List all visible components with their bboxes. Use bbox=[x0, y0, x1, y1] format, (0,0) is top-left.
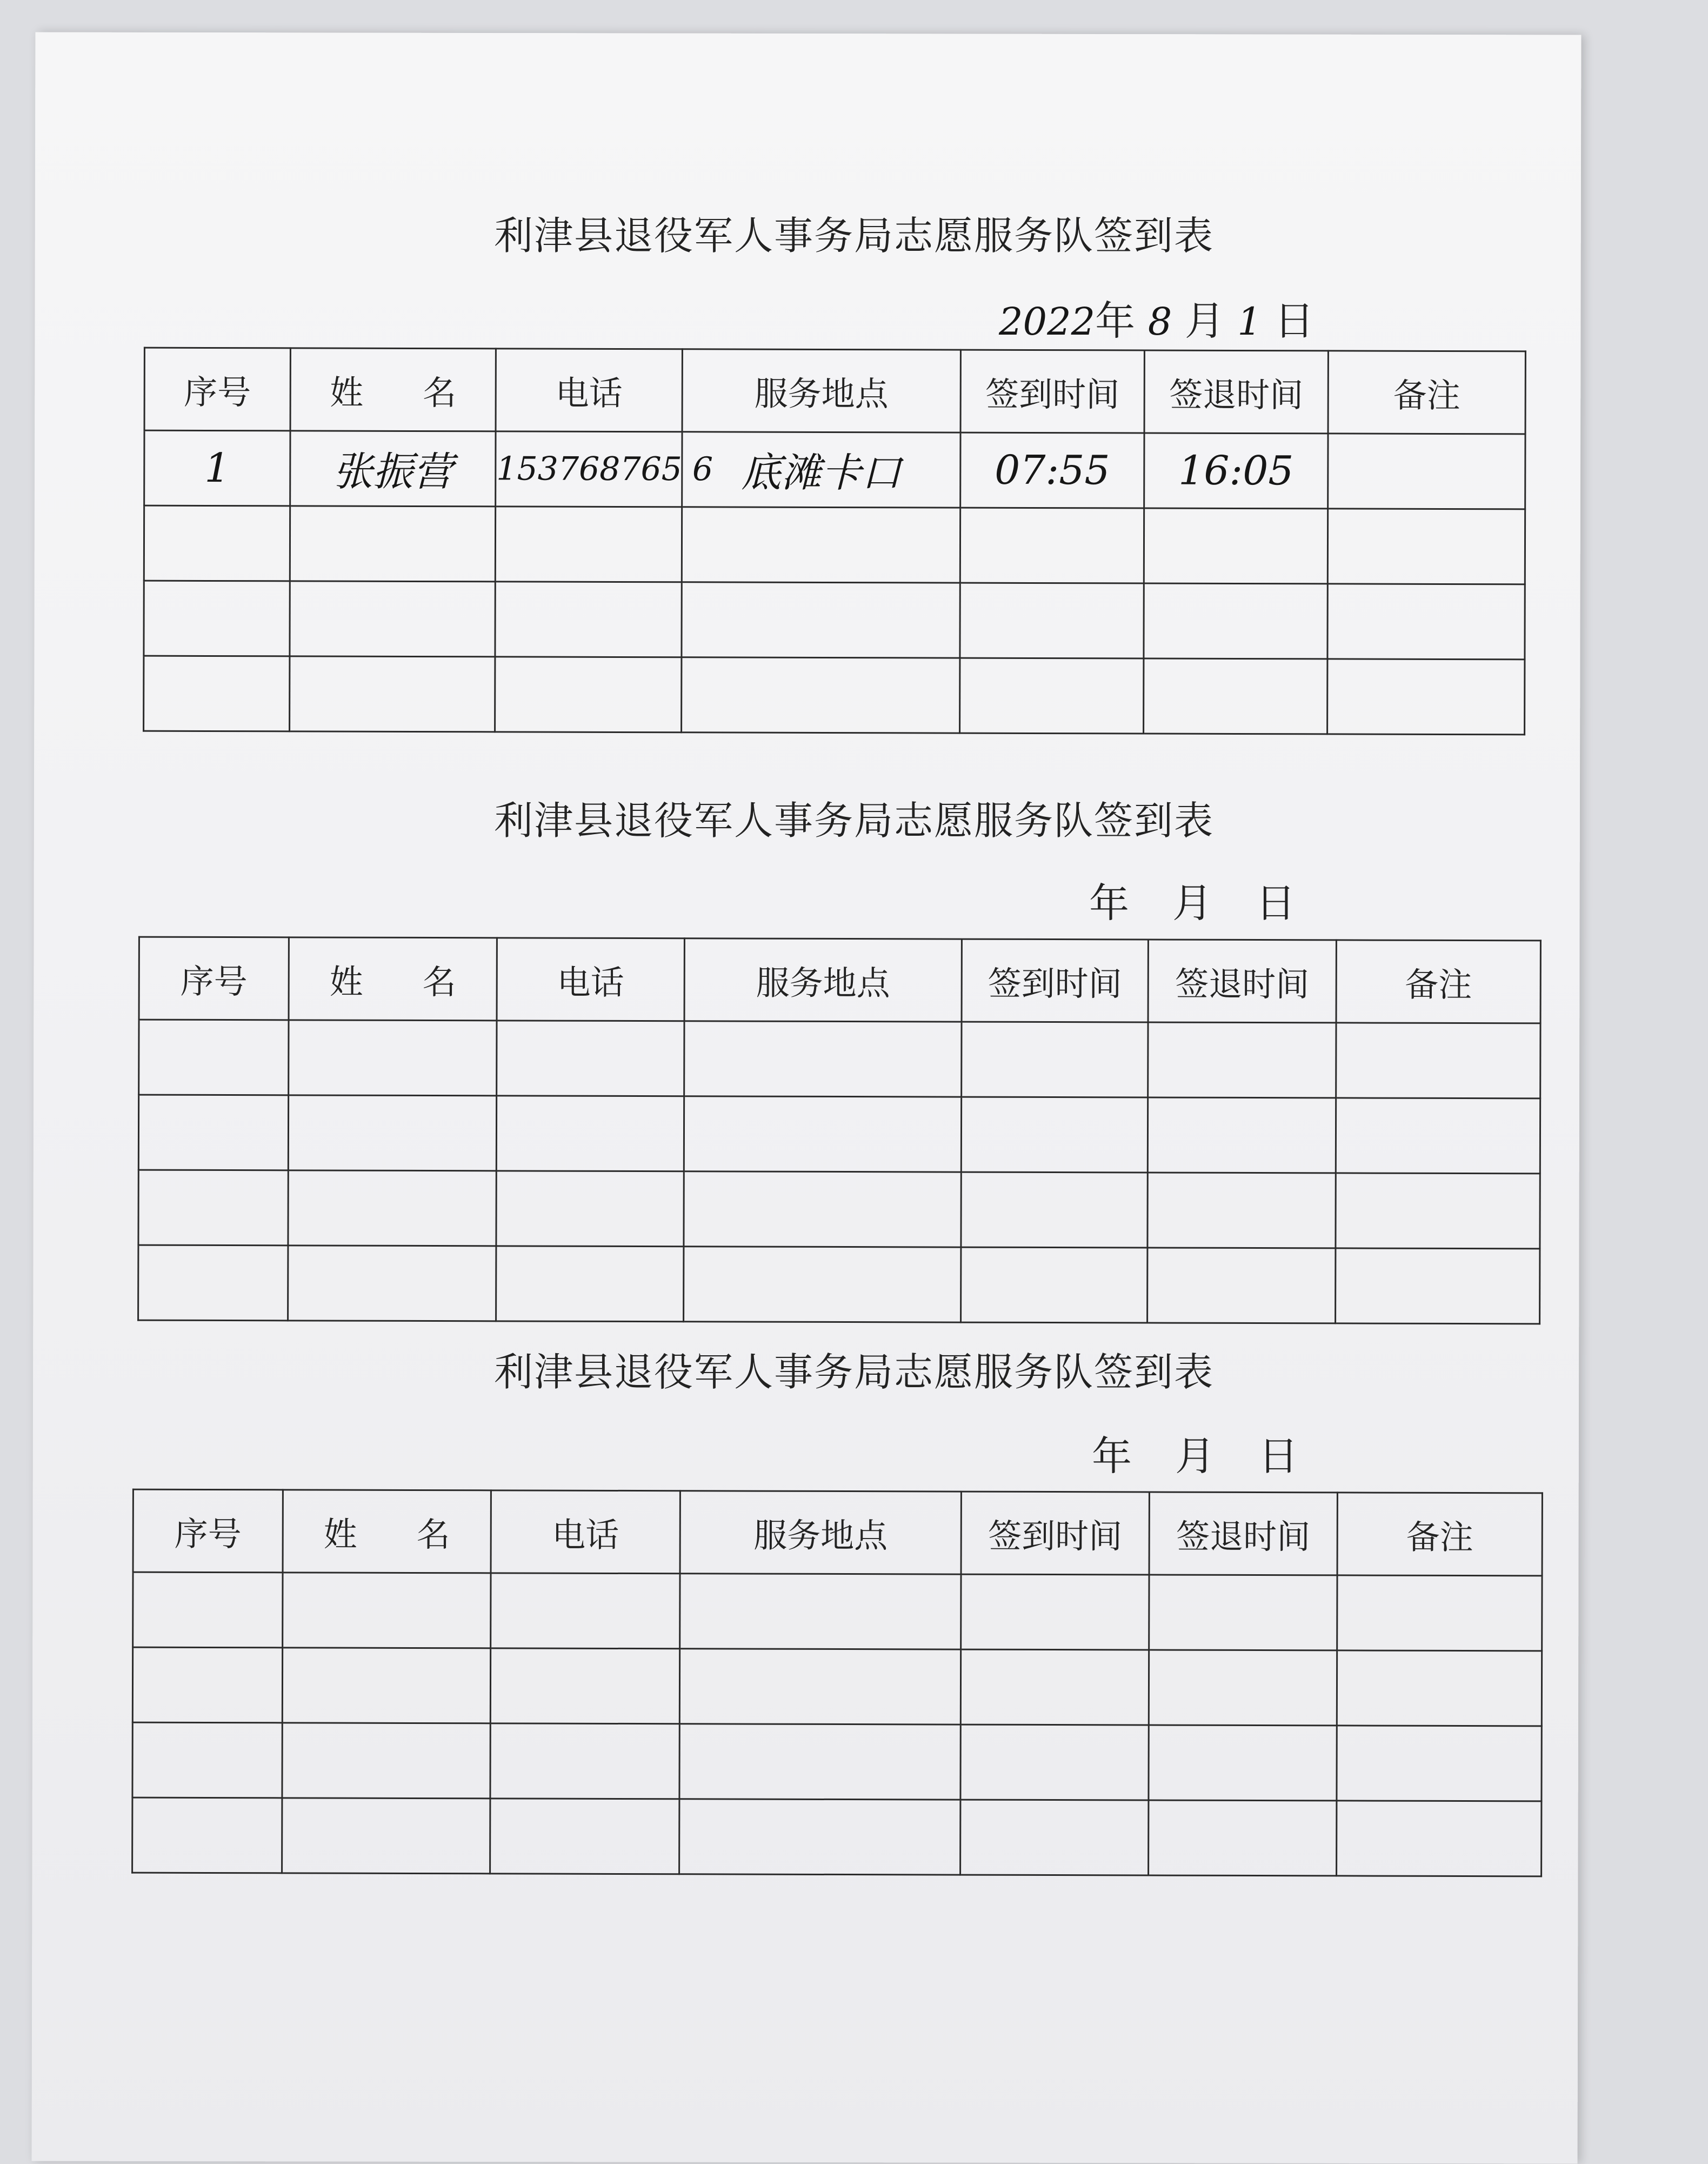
header-service-location: 服务地点 bbox=[680, 1491, 961, 1574]
cell-name[interactable] bbox=[289, 1020, 497, 1096]
cell-sign-in-time[interactable] bbox=[960, 583, 1144, 658]
form-title: 利津县退役军人事务局志愿服务队签到表 bbox=[493, 798, 1214, 843]
cell-sign-in-time[interactable] bbox=[961, 1574, 1149, 1650]
cell-name[interactable] bbox=[290, 656, 495, 732]
cell-index[interactable] bbox=[144, 656, 290, 731]
date-month-label: 月 bbox=[1175, 1433, 1215, 1480]
sign-in-table bbox=[143, 347, 1526, 736]
cell-sign-out-time[interactable] bbox=[1144, 508, 1327, 584]
cell-service-location[interactable] bbox=[680, 1574, 961, 1649]
table-row bbox=[132, 1722, 1542, 1801]
date-day-label: 日 bbox=[1256, 880, 1296, 927]
header-service-location: 服务地点 bbox=[682, 349, 960, 432]
cell-remarks[interactable] bbox=[1337, 1801, 1542, 1876]
table-row bbox=[144, 581, 1525, 660]
cell-name[interactable] bbox=[282, 1723, 490, 1799]
cell-sign-out-time[interactable] bbox=[1149, 1800, 1337, 1876]
header-name-given: 名 bbox=[416, 1514, 450, 1554]
header-name-surname: 姓 bbox=[329, 962, 363, 1002]
cell-service-location[interactable] bbox=[682, 507, 960, 583]
cell-sign-out-time[interactable] bbox=[1147, 1248, 1336, 1323]
header-name bbox=[283, 1490, 491, 1573]
table-row bbox=[144, 430, 1525, 509]
cell-phone[interactable] bbox=[495, 657, 682, 733]
header-index: 序号 bbox=[139, 937, 289, 1020]
header-sign-out-time: 签退时间 bbox=[1148, 940, 1336, 1023]
cell-phone[interactable] bbox=[496, 1246, 684, 1322]
cell-sign-out-time[interactable]: 16:05 bbox=[1144, 433, 1328, 509]
cell-remarks[interactable] bbox=[1337, 1575, 1542, 1651]
header-service-location: 服务地点 bbox=[684, 938, 962, 1022]
header-sign-in-time: 签到时间 bbox=[962, 939, 1148, 1022]
cell-service-location[interactable] bbox=[682, 582, 960, 658]
header-phone: 电话 bbox=[497, 938, 684, 1021]
form-title: 利津县退役军人事务局志愿服务队签到表 bbox=[493, 1349, 1214, 1395]
table-row bbox=[144, 505, 1525, 584]
cell-service-location[interactable]: 底滩卡口 bbox=[682, 432, 960, 508]
cell-sign-out-time[interactable] bbox=[1147, 1097, 1336, 1173]
header-sign-in-time: 签到时间 bbox=[961, 1492, 1149, 1575]
cell-name[interactable]: 张振营 bbox=[290, 431, 496, 507]
cell-service-location[interactable] bbox=[679, 1649, 960, 1724]
date-line bbox=[1092, 1424, 1470, 1482]
cell-index[interactable] bbox=[132, 1647, 282, 1723]
cell-remarks[interactable] bbox=[1336, 1023, 1540, 1098]
cell-sign-in-time[interactable] bbox=[960, 1724, 1149, 1800]
cell-index[interactable] bbox=[133, 1572, 283, 1648]
cell-service-location[interactable] bbox=[684, 1171, 961, 1247]
cell-sign-in-time[interactable] bbox=[960, 1800, 1149, 1875]
cell-index[interactable]: 1 bbox=[144, 430, 290, 506]
header-remarks: 备注 bbox=[1337, 1493, 1542, 1576]
table-row bbox=[132, 1647, 1542, 1726]
table-row bbox=[138, 1095, 1540, 1174]
cell-name[interactable] bbox=[290, 506, 495, 582]
cell-phone[interactable] bbox=[490, 1799, 679, 1874]
cell-remarks[interactable] bbox=[1336, 1173, 1540, 1249]
cell-sign-in-time[interactable]: 07:55 bbox=[960, 432, 1144, 508]
cell-name[interactable] bbox=[282, 1798, 490, 1874]
cell-phone[interactable] bbox=[496, 1096, 684, 1171]
sign-in-table bbox=[131, 1489, 1543, 1877]
cell-phone[interactable] bbox=[497, 1021, 684, 1096]
cell-sign-out-time[interactable] bbox=[1147, 1173, 1336, 1248]
date-year-label: 年 bbox=[1089, 880, 1129, 927]
cell-name[interactable] bbox=[290, 581, 495, 657]
form-title: 利津县退役军人事务局志愿服务队签到表 bbox=[493, 213, 1214, 258]
table-row bbox=[138, 1170, 1540, 1249]
cell-index[interactable] bbox=[138, 1245, 288, 1321]
table-header-row bbox=[133, 1489, 1542, 1576]
cell-remarks[interactable] bbox=[1337, 1726, 1542, 1801]
cell-sign-out-time[interactable] bbox=[1149, 1650, 1337, 1726]
cell-service-location[interactable] bbox=[679, 1724, 960, 1800]
cell-service-location[interactable] bbox=[684, 1021, 962, 1097]
header-name-surname: 姓 bbox=[323, 1514, 357, 1554]
header-name-given: 名 bbox=[422, 962, 456, 1002]
cell-index[interactable] bbox=[139, 1020, 289, 1095]
header-sign-out-time: 签退时间 bbox=[1144, 350, 1328, 434]
table-row bbox=[144, 656, 1525, 735]
date-month-label: 月 bbox=[1184, 298, 1225, 344]
table-row bbox=[133, 1572, 1542, 1651]
date-year-label: 年 bbox=[1095, 298, 1136, 344]
cell-sign-in-time[interactable] bbox=[962, 1022, 1148, 1097]
cell-name[interactable] bbox=[282, 1648, 490, 1723]
cell-sign-out-time[interactable] bbox=[1149, 1725, 1337, 1801]
cell-sign-in-time[interactable] bbox=[960, 658, 1144, 734]
cell-index[interactable] bbox=[138, 1095, 288, 1170]
cell-sign-out-time[interactable] bbox=[1144, 658, 1327, 734]
cell-sign-in-time[interactable] bbox=[961, 1172, 1147, 1248]
date-line bbox=[999, 289, 1377, 347]
cell-index[interactable] bbox=[144, 581, 290, 656]
date-month-label: 月 bbox=[1172, 880, 1212, 927]
cell-phone[interactable] bbox=[495, 582, 682, 657]
table-row bbox=[138, 1245, 1540, 1324]
cell-sign-out-time[interactable] bbox=[1148, 1022, 1336, 1098]
cell-remarks[interactable] bbox=[1337, 1650, 1542, 1726]
date-day-value: 1 bbox=[1237, 299, 1262, 344]
cell-sign-in-time[interactable] bbox=[961, 1097, 1147, 1173]
table-row bbox=[132, 1797, 1542, 1876]
header-index: 序号 bbox=[133, 1489, 283, 1573]
cell-sign-in-time[interactable] bbox=[960, 1649, 1149, 1725]
cell-phone[interactable] bbox=[490, 1723, 679, 1799]
cell-index[interactable] bbox=[144, 505, 290, 581]
date-day-label: 日 bbox=[1274, 298, 1315, 344]
cell-remarks[interactable] bbox=[1336, 1098, 1540, 1174]
cell-index[interactable] bbox=[132, 1797, 282, 1873]
header-phone: 电话 bbox=[496, 349, 682, 432]
table-row bbox=[139, 1020, 1540, 1098]
cell-sign-in-time[interactable] bbox=[961, 1247, 1147, 1323]
cell-name[interactable] bbox=[288, 1246, 496, 1321]
cell-name[interactable] bbox=[283, 1573, 491, 1648]
cell-phone[interactable] bbox=[495, 507, 682, 582]
cell-service-location[interactable] bbox=[684, 1096, 961, 1172]
sign-in-table bbox=[137, 936, 1542, 1325]
header-remarks: 备注 bbox=[1328, 351, 1525, 434]
cell-service-location[interactable] bbox=[679, 1799, 960, 1875]
date-day-label: 日 bbox=[1258, 1433, 1298, 1480]
cell-remarks[interactable] bbox=[1328, 434, 1525, 509]
cell-service-location[interactable] bbox=[682, 657, 960, 733]
date-year-label: 年 bbox=[1092, 1433, 1132, 1480]
cell-remarks[interactable] bbox=[1327, 659, 1525, 735]
header-name-given: 名 bbox=[423, 372, 457, 412]
header-name bbox=[289, 937, 497, 1021]
header-remarks: 备注 bbox=[1336, 940, 1540, 1023]
cell-name[interactable] bbox=[288, 1095, 496, 1171]
table-header-row bbox=[139, 937, 1540, 1023]
cell-index[interactable] bbox=[138, 1170, 288, 1246]
cell-sign-in-time[interactable] bbox=[960, 508, 1144, 583]
cell-phone[interactable]: 153768765 6 bbox=[496, 431, 682, 507]
date-month-value: 8 bbox=[1147, 299, 1172, 344]
cell-phone[interactable] bbox=[496, 1171, 684, 1247]
table-header-row bbox=[144, 348, 1525, 434]
cell-remarks[interactable] bbox=[1327, 584, 1525, 660]
date-line bbox=[1089, 871, 1467, 929]
cell-name[interactable] bbox=[288, 1170, 496, 1246]
cell-index[interactable] bbox=[132, 1722, 282, 1798]
cell-phone[interactable] bbox=[490, 1648, 679, 1724]
cell-remarks[interactable] bbox=[1327, 509, 1525, 584]
header-name bbox=[290, 348, 496, 431]
date-year-value: 2022 bbox=[999, 299, 1096, 344]
cell-phone[interactable] bbox=[491, 1573, 680, 1649]
cell-sign-out-time[interactable] bbox=[1149, 1575, 1337, 1650]
header-index: 序号 bbox=[144, 348, 290, 431]
header-sign-in-time: 签到时间 bbox=[960, 350, 1144, 433]
cell-remarks[interactable] bbox=[1336, 1248, 1540, 1324]
header-sign-out-time: 签退时间 bbox=[1149, 1492, 1337, 1575]
cell-service-location[interactable] bbox=[684, 1247, 961, 1322]
cell-sign-out-time[interactable] bbox=[1144, 583, 1327, 659]
header-name-surname: 姓 bbox=[330, 372, 364, 412]
header-phone: 电话 bbox=[491, 1490, 680, 1574]
